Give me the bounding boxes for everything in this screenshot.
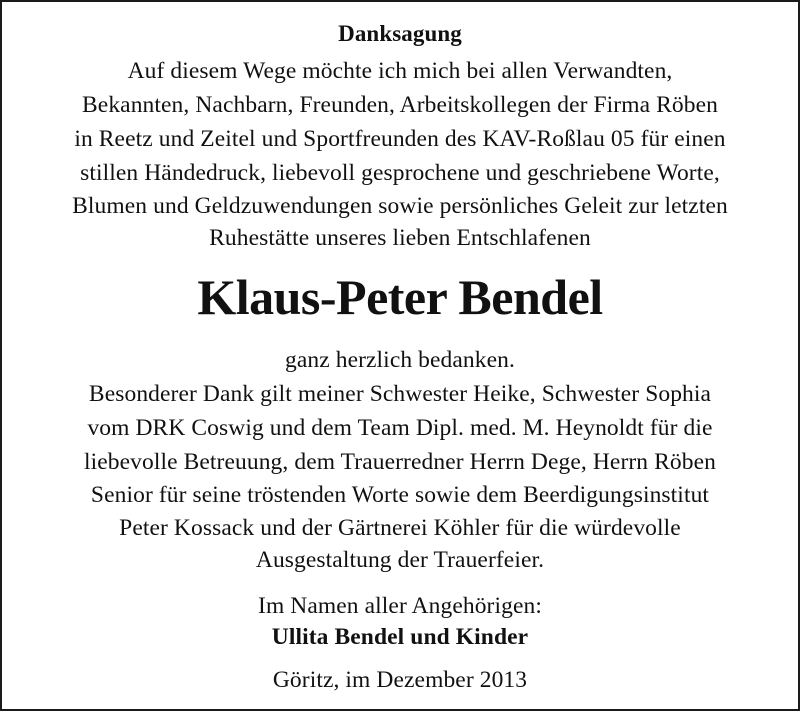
on-behalf-line: Im Namen aller Angehörigen: — [258, 593, 542, 619]
special-thanks-line: vom DRK Coswig und dem Team Dipl. med. M. Heynoldt für die — [87, 415, 713, 441]
notice-heading: Danksagung — [338, 21, 462, 46]
intro-line: stillen Händedruck, liebevoll gesprochene und geschriebene Worte, — [80, 160, 720, 186]
intro-line: Ruhestätte unseres lieben Entschlafenen — [209, 225, 591, 251]
place-date: Göritz, im Dezember 2013 — [272, 667, 528, 693]
intro-line: Bekannten, Nachbarn, Freunden, Arbeitskollegen der Firma Röben — [82, 92, 718, 118]
thanks-line: ganz herzlich bedanken. — [284, 347, 515, 373]
special-thanks-line: liebevolle Betreuung, dem Trauerredner Herrn Dege, Herrn Röben — [83, 449, 716, 475]
intro-line: in Reetz und Zeitel und Sportfreunden des KAV-Roßlau 05 für einen — [74, 126, 726, 152]
special-thanks-line: Senior für seine tröstenden Worte sowie dem Beerdigungsinstitut — [90, 482, 710, 508]
special-thanks-line: Ausgestaltung der Trauerfeier. — [255, 547, 545, 573]
intro-line: Blumen und Geldzuwendungen sowie persönliches Geleit zur letzten — [72, 193, 728, 219]
intro-line: Auf diesem Wege möchte ich mich bei allen Verwandten, — [127, 58, 673, 84]
special-thanks-line: Peter Kossack und der Gärtnerei Köhler für die würdevolle — [119, 515, 681, 541]
special-thanks-line: Besonderer Dank gilt meiner Schwester Heike, Schwester Sophia — [88, 381, 712, 407]
signatories: Ullita Bendel und Kinder — [271, 624, 529, 650]
deceased-name: Klaus-Peter Bendel — [197, 269, 603, 325]
